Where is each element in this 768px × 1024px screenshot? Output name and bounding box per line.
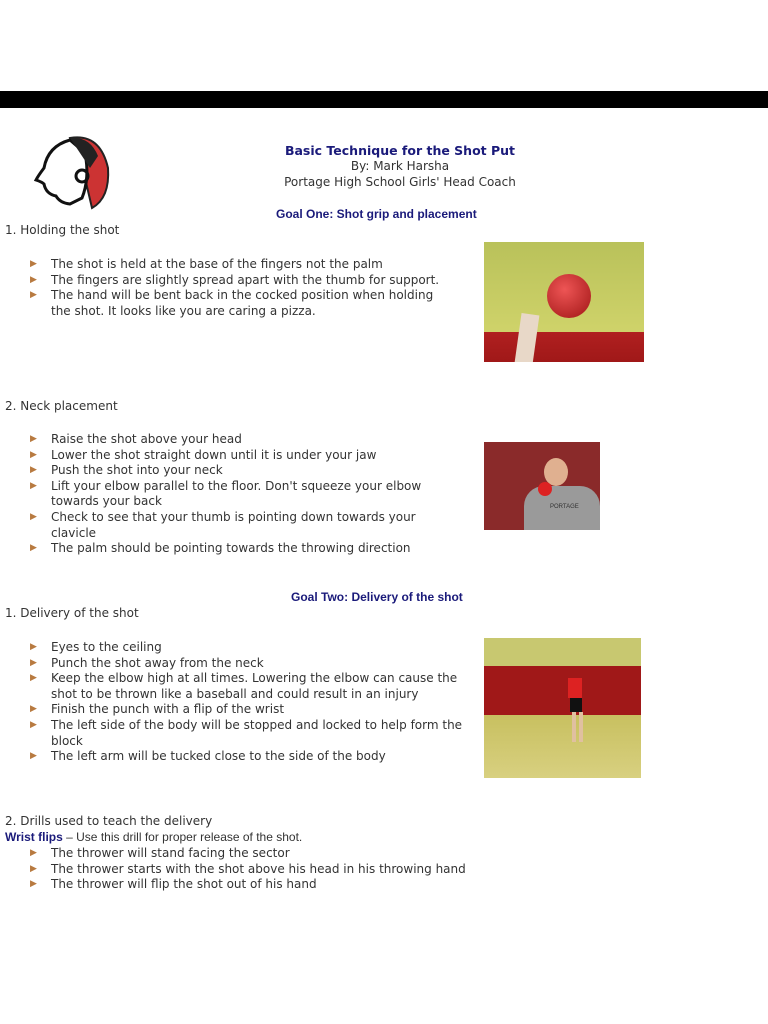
author-line: By: Mark Harsha [350, 159, 450, 173]
neck-list [30, 432, 450, 557]
bullet-icon: ▶ [30, 673, 37, 684]
bullet-icon: ▶ [30, 480, 37, 491]
list-item: ▶ The shot is held at the base of the fingers not the palm [30, 257, 383, 271]
drill-description: – Use this drill for proper release of the shot. [62, 830, 303, 844]
drills-heading: 2. Drills used to teach the delivery [5, 814, 213, 828]
list-item: ▶ Eyes to the ceiling [30, 640, 162, 654]
bullet-icon: ▶ [30, 543, 37, 554]
bullet-icon: ▶ [30, 465, 37, 476]
list-item: ▶ The thrower will stand facing the sector [30, 846, 290, 860]
list-item: ▶ The hand will be bent back in the cocked position when holding the shot. It looks like you are caring a pizza. [30, 288, 434, 318]
bullet-icon: ▶ [30, 274, 37, 285]
bullet-icon: ▶ [30, 259, 37, 269]
bullet-icon: ▶ [30, 511, 37, 522]
top-black-bar [0, 91, 768, 108]
list-item: ▶ The thrower starts with the shot above his head in his throwing hand [30, 861, 466, 876]
bullet-icon: ▶ [30, 863, 37, 874]
list-item: ▶ The palm should be pointing towards the throwing direction [30, 541, 411, 556]
photo-holding-shot [484, 242, 644, 362]
shirt-text: PORTAGE [550, 504, 579, 510]
bullet-icon: ▶ [30, 719, 37, 730]
neck-heading: 2. Neck placement [5, 399, 118, 413]
bullet-icon: ▶ [30, 642, 37, 652]
list-item: ▶ Punch the shot away from the neck [30, 655, 264, 670]
bullet-icon: ▶ [30, 704, 37, 715]
bullet-icon: ▶ [30, 879, 37, 890]
bullet-icon: ▶ [30, 434, 37, 444]
list-item: ▶ Keep the elbow high at all times. Lowering the elbow can cause the shot to be thrown like a baseball and could result in an injury [30, 671, 458, 701]
list-item: ▶ Raise the shot above your head [30, 432, 242, 446]
bullet-icon: ▶ [30, 657, 37, 668]
bullet-icon: ▶ [30, 848, 37, 858]
bullet-icon: ▶ [30, 290, 37, 301]
list-item: ▶ Lift your elbow parallel to the floor. Don't squeeze your elbow towards your back [30, 478, 422, 509]
list-item: ▶ Finish the punch with a flip of the wrist [30, 702, 285, 717]
list-item: ▶ The left side of the body will be stopped and locked to help form the block [30, 717, 463, 748]
school-logo-indian-head [30, 128, 112, 210]
list-item: ▶ The thrower will flip the shot out of his hand [30, 877, 317, 892]
list-item: ▶ Lower the shot straight down until it is under your jaw [30, 447, 377, 462]
holding-heading: 1. Holding the shot [5, 223, 120, 237]
list-item: ▶ The fingers are slightly spread apart with the thumb for support. [30, 272, 440, 287]
goal-one-heading: Goal One: Shot grip and placement [276, 207, 477, 221]
wrist-flips-line [5, 830, 302, 844]
author-role: Portage High School Girls' Head Coach [284, 175, 516, 189]
list-item: ▶ Check to see that your thumb is pointing down towards your clavicle [30, 509, 416, 540]
bullet-icon: ▶ [30, 751, 37, 762]
delivery-list [30, 640, 463, 765]
goal-two-heading: Goal Two: Delivery of the shot [291, 590, 463, 604]
list-item: ▶ Push the shot into your neck [30, 463, 223, 478]
bullet-icon: ▶ [30, 449, 37, 460]
photo-neck-placement [484, 442, 600, 530]
holding-list [30, 257, 470, 319]
document-title: Basic Technique for the Shot Put [284, 143, 516, 158]
photo-delivery [484, 638, 641, 778]
drill-name: Wrist flips [5, 830, 63, 844]
delivery-heading: 1. Delivery of the shot [5, 606, 139, 620]
list-item: ▶ The left arm will be tucked close to the side of the body [30, 749, 386, 764]
drills-list [30, 846, 550, 893]
